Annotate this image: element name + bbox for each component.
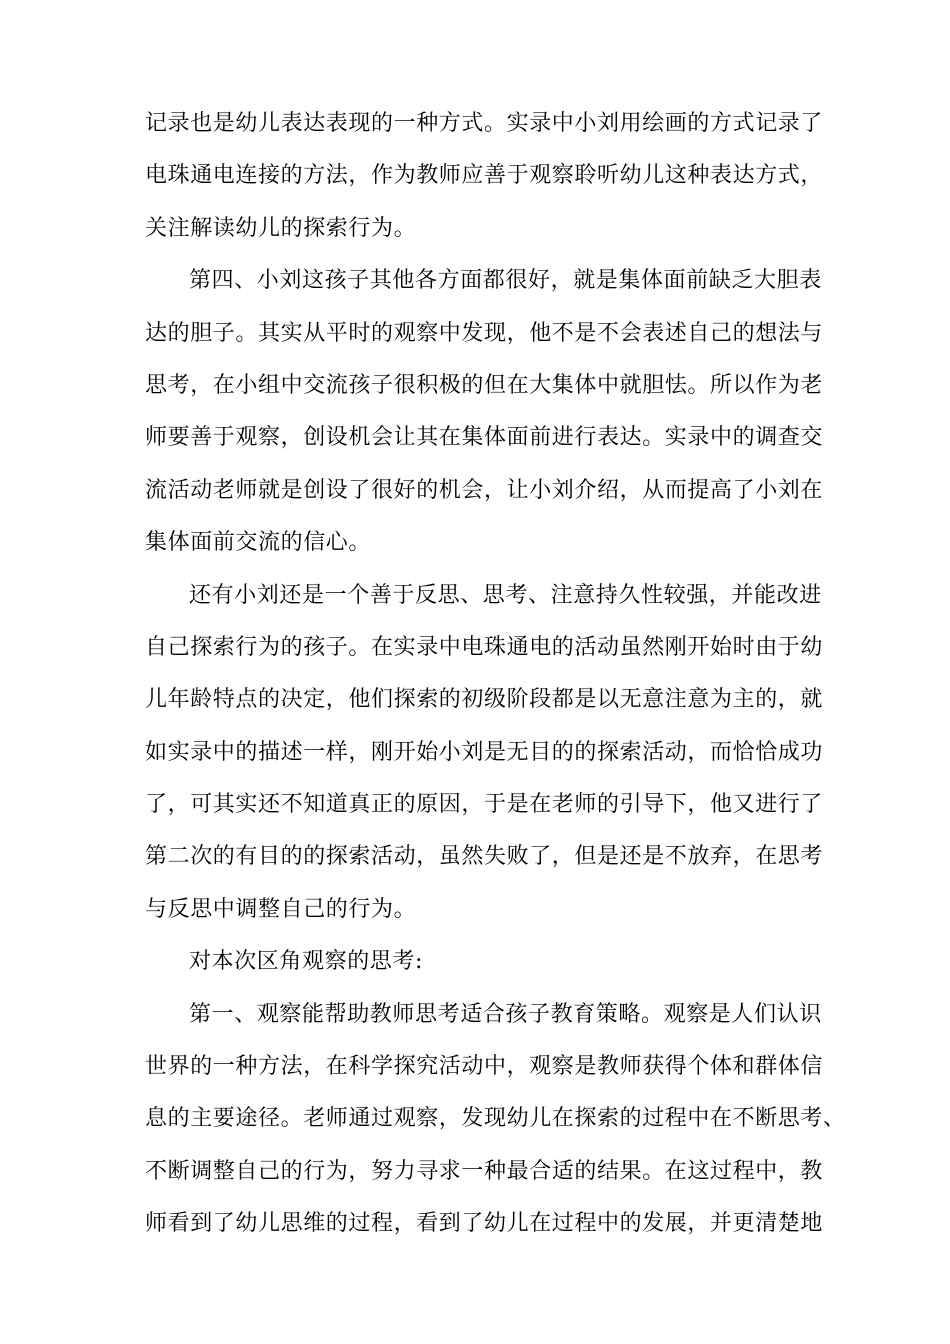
text-line: 关注解读幼儿的探索行为。 [145, 215, 417, 241]
text-line: 还有小刘还是一个善于反思、思考、注意持久性较强，并能改进 [189, 582, 822, 608]
section-heading [145, 936, 817, 988]
text-line: 自己探索行为的孩子。在实录中电珠通电的活动虽然刚开始时由于幼 [145, 634, 824, 660]
paragraph [145, 255, 824, 569]
text-line: 电珠通电连接的方法，作为教师应善于观察聆听幼儿这种表达方式， [145, 163, 824, 189]
text-line: 第四、小刘这孩子其他各方面都很好，就是集体面前缺乏大胆表 [189, 268, 822, 294]
paragraph [145, 570, 824, 937]
text-line: 第一、观察能帮助教师思考适合孩子教育策略。观察是人们认识 [189, 1001, 822, 1027]
paragraph [145, 98, 824, 255]
text-line: 不断调整自己的行为，努力寻求一种最合适的结果。在这过程中，教 [145, 1158, 824, 1184]
paragraph [145, 989, 846, 1251]
text-line: 了，可其实还不知道真正的原因，于是在老师的引导下，他又进行了 [145, 792, 824, 818]
text-line: 对本次区角观察的思考: [189, 949, 424, 975]
text-line: 儿年龄特点的决定，他们探索的初级阶段都是以无意注意为主的，就 [145, 687, 824, 713]
text-line: 记录也是幼儿表达表现的一种方式。实录中小刘用绘画的方式记录了 [145, 111, 824, 136]
text-line: 如实录中的描述一样，刚开始小刘是无目的的探索活动，而恰恰成功 [145, 739, 824, 765]
text-line: 思考，在小组中交流孩子很积极的但在大集体中就胆怯。所以作为老 [145, 372, 824, 398]
text-line: 第二次的有目的的探索活动，虽然失败了，但是还是不放弃，在思考 [145, 844, 824, 870]
text-line: 世界的一种方法，在科学探究活动中，观察是教师获得个体和群体信 [145, 1054, 824, 1080]
text-line: 达的胆子。其实从平时的观察中发现，他不是不会表述自己的想法与 [145, 320, 824, 346]
text-line: 息的主要途径。老师通过观察，发现幼儿在探索的过程中在不断思考、 [145, 1106, 846, 1132]
text-line: 与反思中调整自己的行为。 [145, 896, 417, 922]
document-page [145, 98, 846, 1251]
text-line: 流活动老师就是创设了很好的机会，让小刘介绍，从而提高了小刘在 [145, 477, 824, 503]
text-line: 集体面前交流的信心。 [145, 530, 372, 556]
text-line: 师看到了幼儿思维的过程，看到了幼儿在过程中的发展，并更清楚地 [145, 1211, 824, 1237]
text-line: 师要善于观察，创设机会让其在集体面前进行表达。实录中的调查交 [145, 425, 824, 451]
